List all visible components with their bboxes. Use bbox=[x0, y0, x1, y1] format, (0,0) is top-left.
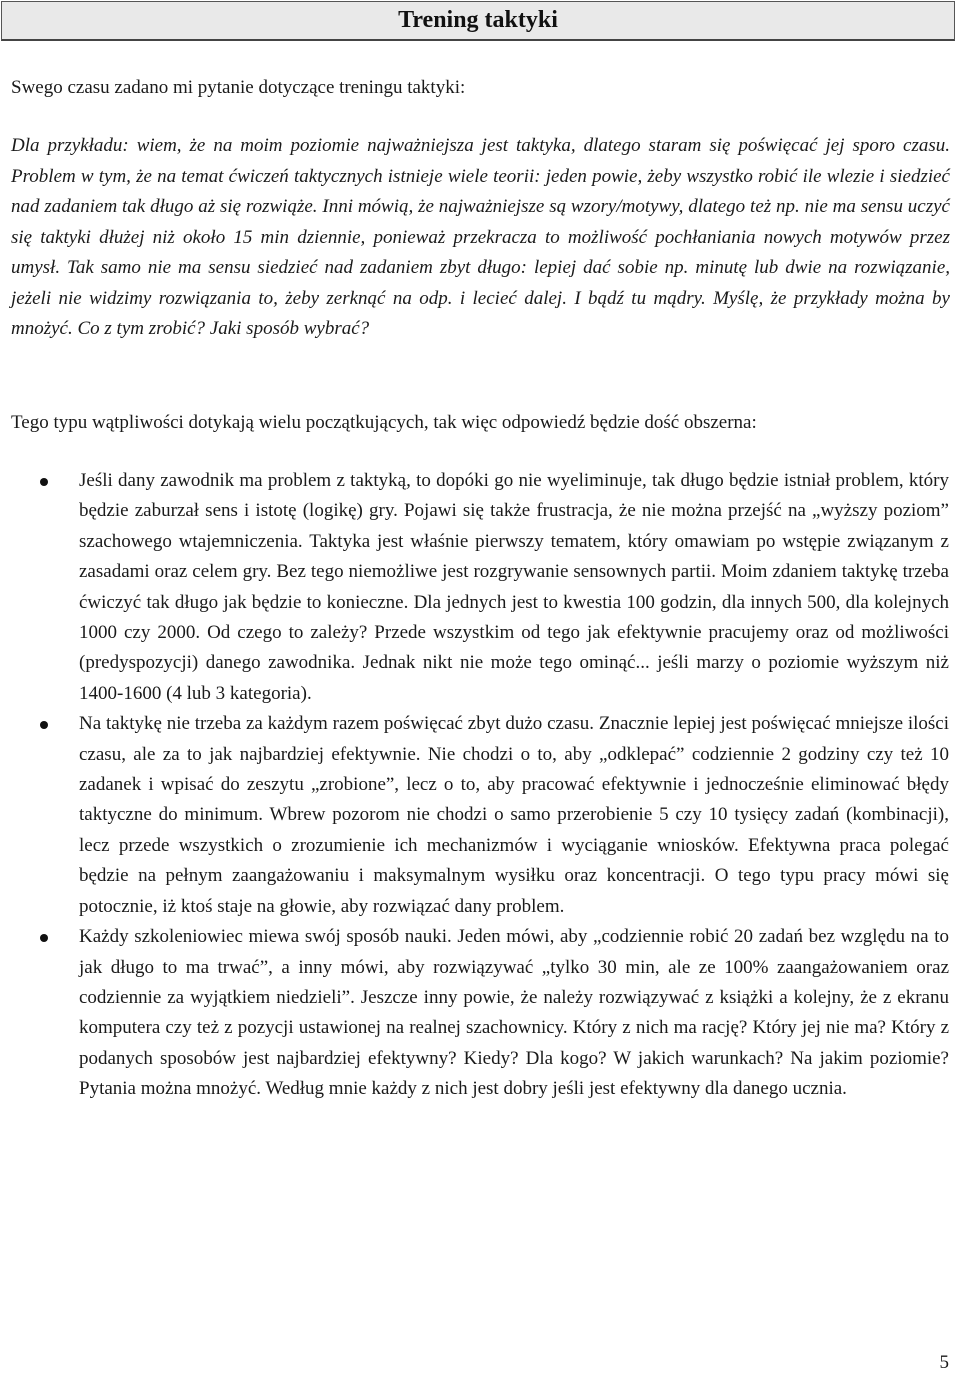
bullet-item bbox=[0, 466, 949, 709]
bullet-text: Na taktykę nie trzeba za każdym razem poświęcać zbyt dużo czasu. Znacznie lepiej jest poświęcać mniejsze ilości czasu, ale za to jak najbardziej efektywnie. Nie chodzi o to, aby „odklepać” codziennie 2 godziny czy też 10 zadanek i wpisać do zeszytu „zrobione”, lecz o to, aby pracować efektywnie i jednocześnie eliminować błędy taktyczne do minimum. Wbrew pozorom nie chodzi o samo przerobienie 5 czy 10 tysięcy zadań (kombinacji), lecz przede wszystkich o zrozumienie ich mechanizmów i wyciąganie wniosków. Efektywna praca polegać będzie na pełnym zaangażowaniu i maksymalnym wysiłku oraz koncentracji. O tego typu pracy mówi się potocznie, iż ktoś staje na głowie, aby rozwiązać dany problem. bbox=[79, 713, 949, 917]
bullet-dot-icon bbox=[40, 934, 48, 942]
question-paragraph: Dla przykładu: wiem, że na moim poziomie najważniejsza jest taktyka, dlatego staram się poświęcać jej sporo czasu. Problem w tym, że na temat ćwiczeń taktycznych istnieje wiele teorii: jeden powie, żeby wszystko robić ile wlezie i siedzieć nad zadaniem tak długo aż się rozwiąże. Inni mówią, że najważniejsze są wzory/motywy, dlatego też np. nie ma sensu uczyć się taktyki dłużej niż około 15 min dziennie, ponieważ przekracza to możliwość pochłaniania nowych motywów przez umysł. Tak samo nie ma sensu siedzieć nad zadaniem zbyt długo: lepiej dać sobie np. minutę lub dwie na rozwiązanie, jeżeli nie widzimy rozwiązania to, żeby zerknąć na odp. i lecieć dalej. I bądź tu mądry. Myślę, że przykłady można by mnożyć. Co z tym zrobić? Jaki sposób wybrać? bbox=[11, 135, 950, 339]
bullet-item bbox=[0, 709, 949, 922]
bullet-text: Jeśli dany zawodnik ma problem z taktyką, to dopóki go nie wyeliminuje, tak długo będzie istniał problem, który będzie zaburzał sens i istotę (logikę) gry. Pojawi się także frustracja, że nie można przejść na „wyższy poziom” szachowego wtajemniczenia. Taktyka jest właśnie pierwszy tematem, który omawiam po wstępie związanym z zasadami oraz celem gry. Bez tego niemożliwe jest rozgrywanie sensownych partii. Moim zdaniem taktykę trzeba ćwiczyć tak długo jak będzie to konieczne. Dla jednych jest to kwestia 100 godzin, dla innych 500, dla kolejnych 1000 czy 2000. Od czego to zależy? Przede wszystkim od tego jak efektywnie pracujemy oraz od możliwości (predyspozycji) danego zawodnika. Jednak nikt nie może tego ominąć... jeśli marzy o poziomie wyższym niż 1400-1600 (4 lub 3 kategoria). bbox=[79, 470, 949, 704]
title-box bbox=[1, 1, 955, 41]
bullet-list bbox=[0, 466, 960, 1105]
intro-paragraph: Swego czasu zadano mi pytanie dotyczące treningu taktyki: bbox=[11, 77, 466, 98]
page-number: 5 bbox=[939, 1352, 949, 1373]
page-title: Trening taktyki bbox=[398, 7, 558, 33]
bullet-item bbox=[0, 922, 949, 1104]
bullet-text: Każdy szkoleniowiec miewa swój sposób nauki. Jeden mówi, aby „codziennie robić 20 zadań bez względu na to jak długo to ma trwać”, a inny mówi, aby rozwiązywać „tylko 30 min, ale ze 100% zaangażowaniem oraz codziennie za wyjątkiem niedzieli”. Jeszcze inny powie, że należy rozwiązywać z książki a kolejny, że z ekranu komputera czy też z pozycji ustawionej na realnej szachownicy. Który z nich ma rację? Który jej nie ma? Który z podanych sposobów jest najbardziej efektywny? Kiedy? Dla kogo? W jakich warunkach? Na jakim poziomie? Pytania można mnożyć. Według mnie każdy z nich jest dobry jeśli jest efektywny dla danego ucznia. bbox=[79, 926, 949, 1100]
answer-intro-paragraph: Tego typu wątpliwości dotykają wielu początkujących, tak więc odpowiedź będzie dość obszerna: bbox=[11, 412, 757, 433]
bullet-dot-icon bbox=[40, 478, 48, 486]
bullet-dot-icon bbox=[40, 721, 48, 729]
